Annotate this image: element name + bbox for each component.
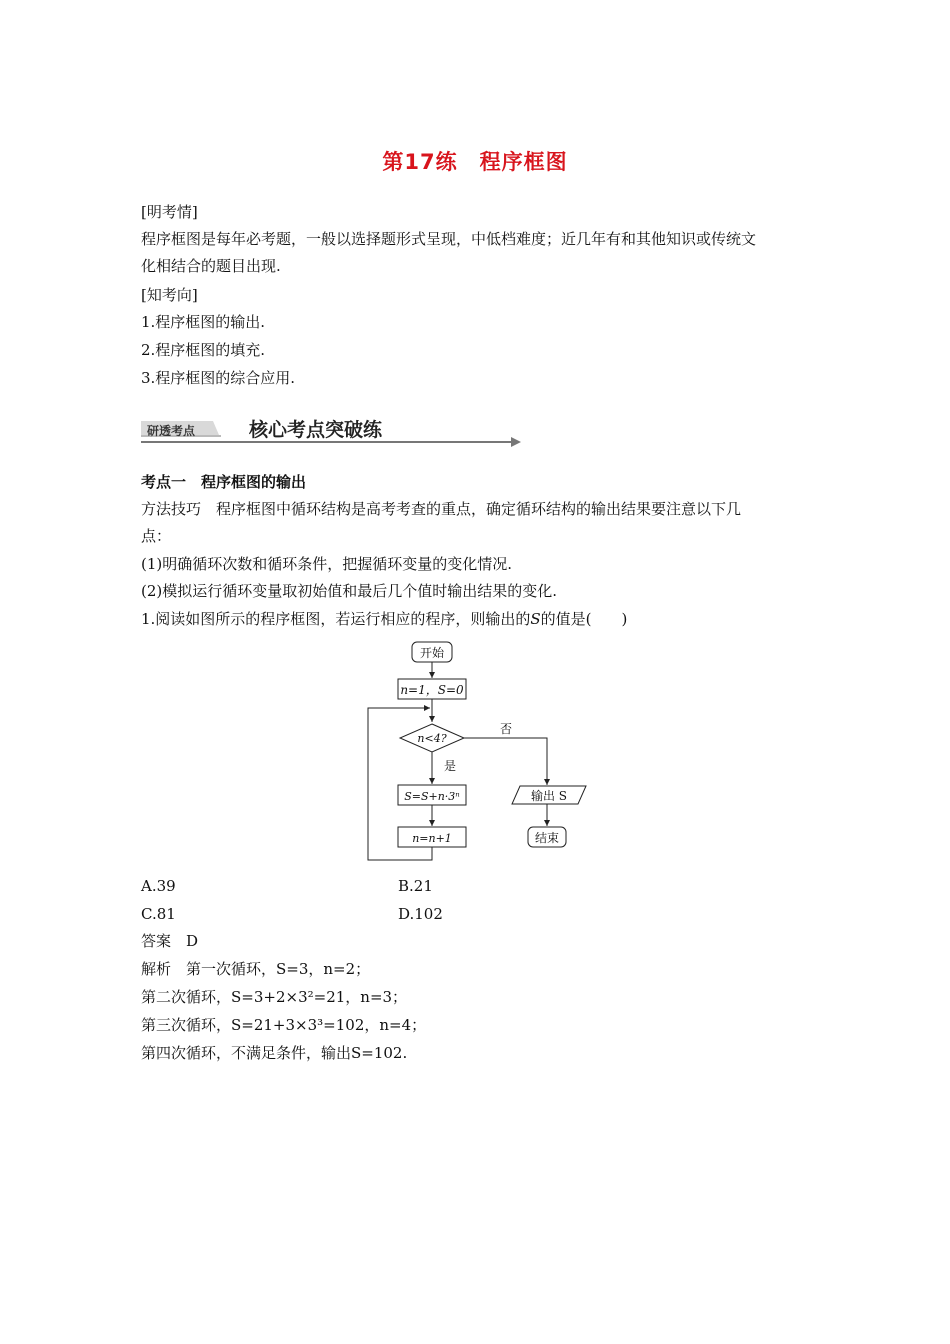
- solution-line-4: 第四次循环，不满足条件，输出S=102.: [141, 1044, 408, 1062]
- flow-cond-label: n<4?: [417, 732, 447, 745]
- method-point-1: (1)明确循环次数和循环条件，把握循环变量的变化情况.: [141, 555, 513, 573]
- flow-yes-label: 是: [444, 759, 457, 773]
- flow-no-label: 否: [499, 722, 513, 736]
- method-line-1: 方法技巧 程序框图中循环结构是高考考查的重点，确定循环结构的输出结果要注意以下几: [141, 500, 742, 518]
- method-point-2: (2)模拟运行循环变量取初始值和最后几个值时输出结果的变化.: [141, 582, 558, 600]
- question-stem-a: 1.阅读如图所示的程序框图，若运行相应的程序，则输出的: [141, 610, 531, 628]
- banner-tag: 研透考点: [147, 424, 196, 438]
- section-banner: [141, 411, 523, 449]
- flow-end-label: 结束: [534, 831, 560, 845]
- flowchart: [360, 638, 600, 868]
- solution-line-3: 第三次循环，S=21+3×3³=102，n=4；: [141, 1016, 427, 1034]
- flow-start-label: 开始: [419, 646, 445, 660]
- question-stem: [141, 609, 627, 629]
- flow-body-label: S=S+n·3ⁿ: [404, 790, 460, 803]
- option-b: B.21: [398, 877, 433, 895]
- ming-text-line-1: 程序框图是每年必考题，一般以选择题形式呈现，中低档难度；近几年有和其他知识或传统文: [141, 230, 757, 248]
- answer-label: 答案 D: [141, 932, 199, 950]
- ming-text-line-2: 化相结合的题目出现.: [141, 257, 281, 275]
- flow-init-label: n=1，S=0: [400, 683, 464, 697]
- flow-output-label: 输出 S: [530, 789, 568, 803]
- zhi-item-1: 1.程序框图的输出.: [141, 313, 266, 331]
- zhi-label: [知考向]: [141, 286, 198, 304]
- question-stem-b: 的值是( ): [540, 610, 628, 628]
- flow-incr-label: n=n+1: [412, 832, 452, 845]
- option-d: D.102: [398, 905, 443, 923]
- ming-label: [明考情]: [141, 203, 198, 221]
- question-stem-var: S: [530, 610, 541, 628]
- section-title: 考点一 程序框图的输出: [141, 473, 307, 491]
- solution-line-2: 第二次循环，S=3+2×3²=21，n=3；: [141, 988, 408, 1006]
- option-a: A.39: [141, 877, 176, 895]
- page-title: 第17练 程序框图: [382, 150, 568, 174]
- flow-arrow-no: [464, 738, 547, 785]
- zhi-item-2: 2.程序框图的填充.: [141, 341, 266, 359]
- solution-line-1: 解析 第一次循环，S=3，n=2；: [141, 960, 371, 978]
- option-c: C.81: [141, 905, 176, 923]
- zhi-item-3: 3.程序框图的综合应用.: [141, 369, 296, 387]
- method-line-2: 点：: [141, 527, 172, 545]
- banner-heading: 核心考点突破练: [249, 419, 383, 441]
